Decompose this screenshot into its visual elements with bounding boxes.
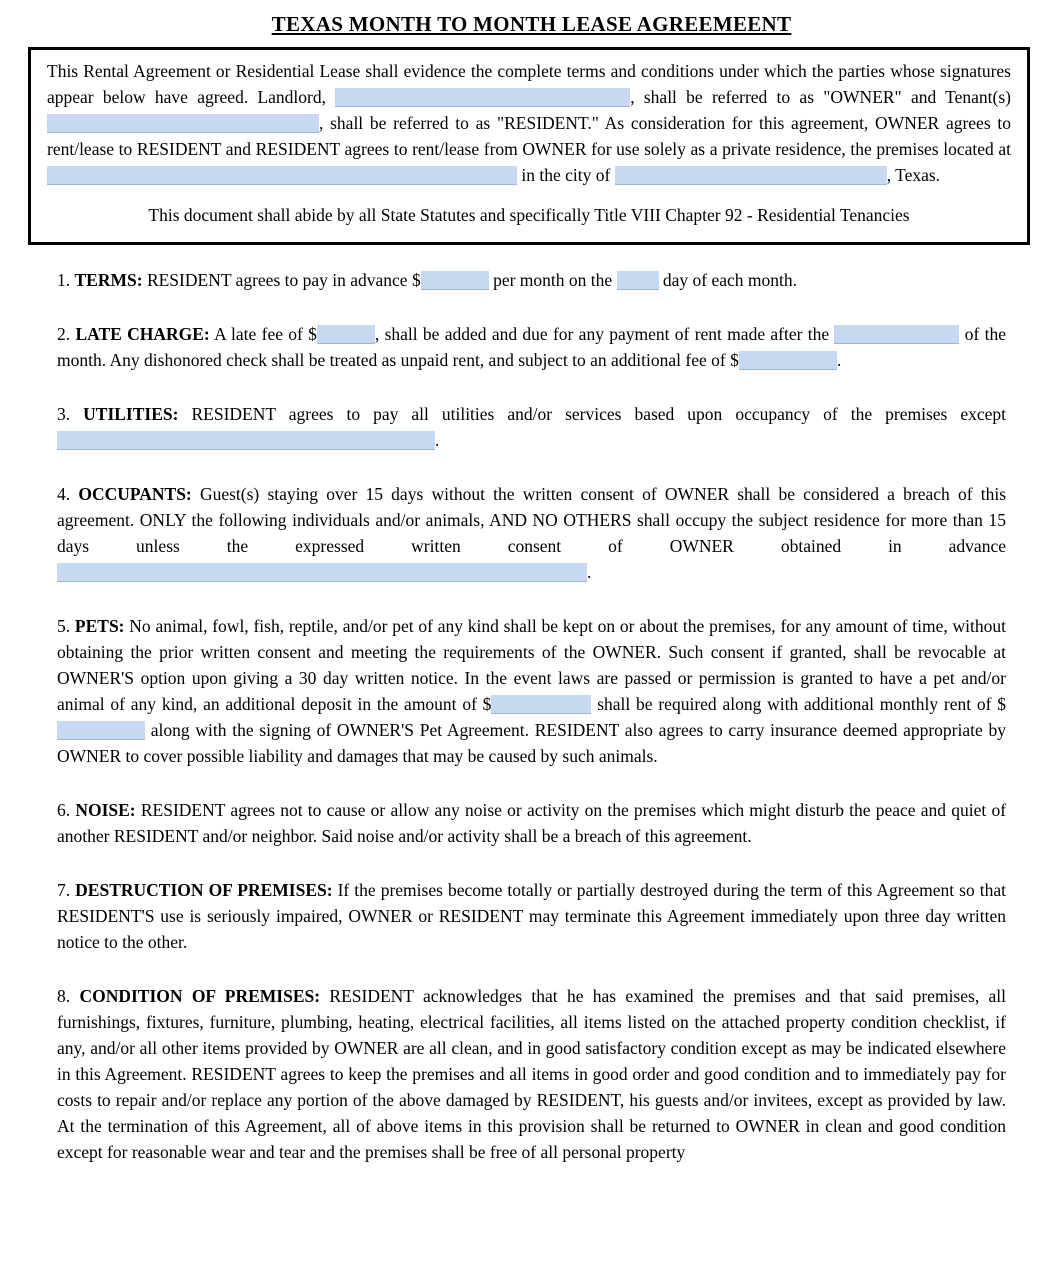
- section-2-late-charge: [57, 321, 1006, 373]
- intro-text: This Rental Agreement or Residential Lease shall evidence the complete terms and conditions under which the parties whose signatures appear below have agreed. Landlord,: [47, 61, 1011, 107]
- intro-text: in the city of: [517, 165, 615, 185]
- section-text: .: [587, 562, 592, 582]
- section-text: per month on the: [488, 270, 617, 290]
- section-7-destruction-of-premises: [57, 877, 1006, 955]
- tenant-name-blank[interactable]: [47, 114, 319, 133]
- section-6-noise: [57, 797, 1006, 849]
- section-number: 1.: [57, 270, 71, 290]
- document-title: TEXAS MONTH TO MONTH LEASE AGREEMEENT: [271, 12, 792, 36]
- late-after-day-blank[interactable]: [834, 325, 959, 344]
- section-heading: TERMS:: [74, 270, 143, 290]
- section-heading: CONDITION OF PREMISES:: [79, 986, 321, 1006]
- intro-text: , shall be referred to as "OWNER" and Tenant(s): [630, 87, 1011, 107]
- section-heading: NOISE:: [75, 800, 136, 820]
- due-day-blank[interactable]: [617, 271, 659, 290]
- section-heading: LATE CHARGE:: [75, 324, 210, 344]
- late-fee-blank[interactable]: [317, 325, 375, 344]
- intro-text: , shall be referred to as "RESIDENT." As consideration for this agreement, OWNER agrees to rent/lease to RESIDENT and RESIDENT agrees to rent/lease from OWNER for use solely as a private residence, the premises located at: [47, 113, 1011, 159]
- section-1-terms: [57, 267, 1006, 293]
- section-text: RESIDENT acknowledges that he has examined the premises and that said premises, all furnishings, fixtures, furniture, plumbing, heating, electrical facilities, all items listed on the attached property condition checklist, if any, and/or all other items provided by OWNER are all clean, and in good satisfactory condition except as may be indicated elsewhere in this Agreement. RESIDENT agrees to keep the premises and all items in good order and good condition and to immediately pay for costs to repair and/or replace any portion of the above damaged by RESIDENT, his guests and/or invitees, except as provided by law. At the termination of this Agreement, all of above items in this provision shall be returned to OWNER in clean and good condition except for reasonable wear and tear and the premises shall be free of all personal property: [57, 986, 1006, 1162]
- section-text: RESIDENT agrees to pay all utilities and/or services based upon occupancy of the premises except: [191, 404, 1007, 424]
- intro-text: , Texas.: [886, 165, 941, 185]
- section-heading: PETS:: [74, 616, 125, 636]
- premises-address-blank[interactable]: [47, 166, 517, 185]
- section-number: 2.: [57, 324, 71, 344]
- section-text: .: [836, 350, 842, 370]
- section-text: day of each month.: [658, 270, 798, 290]
- section-text: Guest(s) staying over 15 days without the written consent of OWNER shall be considered a breach of this agreement. ONLY the following individuals and/or animals, AND NO OTHERS shall occupy the subject residence for more than 15 days unless the expressed written consent of OWNER obtained in advance: [57, 484, 1007, 556]
- section-number: 6.: [57, 800, 71, 820]
- utilities-exception-blank[interactable]: [57, 431, 435, 450]
- section-text: RESIDENT agrees not to cause or allow any noise or activity on the premises which might disturb the peace and quiet of another RESIDENT and/or neighbor. Said noise and/or activity shall be a breach of this agreement.: [57, 800, 1007, 846]
- section-3-utilities: [57, 401, 1006, 453]
- occupants-list-blank[interactable]: [57, 563, 587, 582]
- section-heading: OCCUPANTS:: [78, 484, 192, 504]
- monthly-rent-blank[interactable]: [421, 271, 489, 290]
- section-text: of the month. Any dishonored check shall be treated as unpaid rent, and subject to an additional fee of $: [57, 324, 1006, 370]
- section-text: shall be required along with additional monthly rent of $: [591, 694, 1006, 714]
- landlord-name-blank[interactable]: [335, 88, 630, 107]
- section-text: If the premises become totally or partially destroyed during the term of this Agreement so that RESIDENT'S use is seriously impaired, OWNER or RESIDENT may terminate this Agreement immediately upon three day written notice to the other.: [57, 880, 1007, 952]
- city-blank[interactable]: [615, 166, 887, 185]
- dishonored-check-fee-blank[interactable]: [739, 351, 837, 370]
- section-heading: UTILITIES:: [83, 404, 179, 424]
- section-text: , shall be added and due for any payment of rent made after the: [374, 324, 835, 344]
- section-number: 3.: [57, 404, 71, 424]
- section-text: RESIDENT agrees to pay in advance $: [146, 270, 421, 290]
- section-heading: DESTRUCTION OF PREMISES:: [75, 880, 333, 900]
- section-text: No animal, fowl, fish, reptile, and/or pet of any kind shall be kept on or about the premises, for any amount of time, without obtaining the prior written consent and meeting the requirements of the OWNER. Such consent if granted, shall be revocable at OWNER'S option upon giving a 30 day written notice. In the event laws are passed or permission is granted to have a pet and/or animal of any kind, an additional deposit in the amount of $: [57, 616, 1007, 714]
- section-8-condition-of-premises: [57, 983, 1006, 1165]
- section-text: A late fee of $: [214, 324, 317, 344]
- section-number: 4.: [57, 484, 71, 504]
- section-5-pets: [57, 613, 1006, 769]
- section-4-occupants: [57, 481, 1006, 585]
- section-number: 7.: [57, 880, 71, 900]
- statute-note: This document shall abide by all State Statutes and specifically Title VIII Chapter 92 - Residential Tenancies: [148, 205, 910, 225]
- intro-paragraph: [47, 58, 1011, 188]
- section-number: 5.: [57, 616, 71, 636]
- pet-monthly-rent-blank[interactable]: [57, 721, 145, 740]
- pet-deposit-blank[interactable]: [491, 695, 591, 714]
- section-text: along with the signing of OWNER'S Pet Agreement. RESIDENT also agrees to carry insurance deemed appropriate by OWNER to cover possible liability and damages that may be caused by such animals.: [57, 720, 1006, 766]
- section-number: 8.: [57, 986, 71, 1006]
- section-text: .: [435, 430, 440, 450]
- intro-box: [28, 47, 1030, 245]
